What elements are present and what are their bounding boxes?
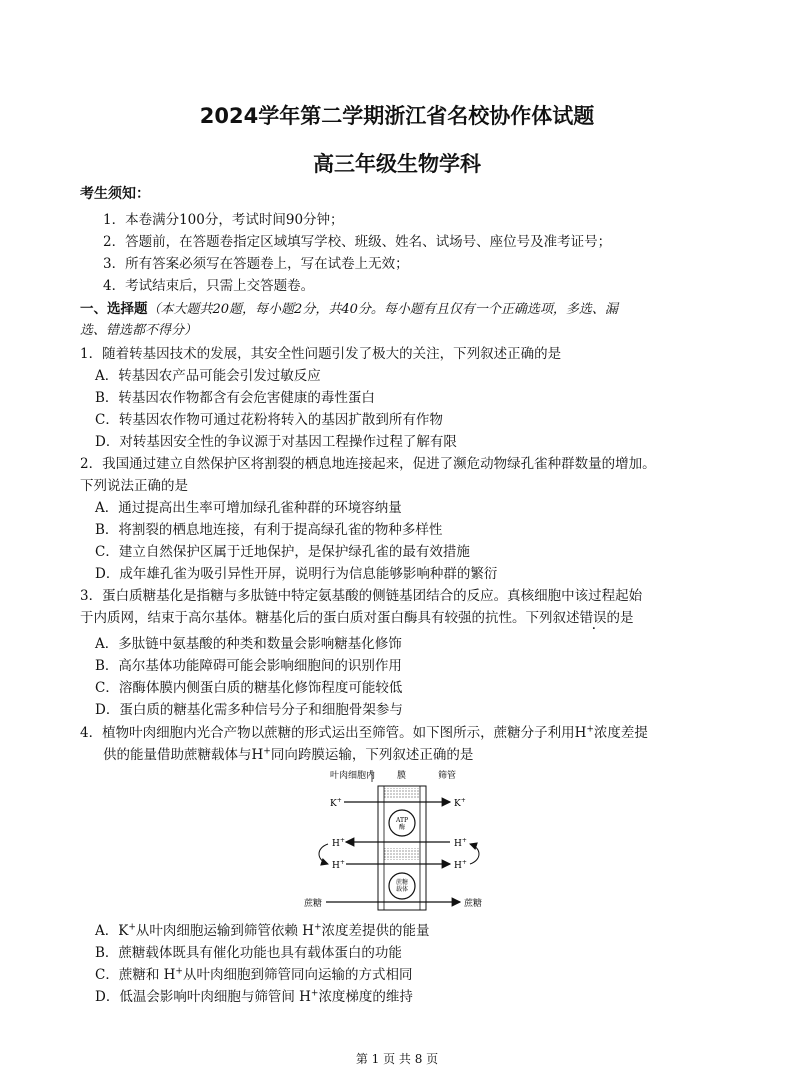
question-3-option-b: B．高尔基体功能障碍可能会影响细胞间的识别作用 [95,658,402,674]
notice-item: 1．本卷满分100分，考试时间90分钟； [103,212,344,228]
label-mesophyll: 叶肉细胞内 [330,771,376,781]
question-1-option-c: C．转基因农作物可通过花粉将转入的基因扩散到所有作物 [95,412,443,428]
notice-item: 3．所有答案必须写在答题卷上，写在试卷上无效； [103,256,409,272]
ion-h-right-top: H+ [454,837,467,849]
section-note: （本大题共20题，每小题2分，共40分。每小题有且仅有一个正确选项，多选、漏 [147,302,618,317]
question-4-option-d: D．低温会影响叶肉细胞与筛管间 H+浓度梯度的维持 [95,988,413,1005]
question-4-option-b: B．蔗糖载体既具有催化功能也具有载体蛋白的功能 [95,945,402,961]
section-title: 一、选择题 [80,301,148,317]
page-footer: 第 1 页 共 8 页 [355,1052,439,1066]
question-3-stem-text: 于内质网，结束于高尔基体。糖基化后的蛋白质对蛋白酶具有较强的抗性。下列叙述 [80,610,580,626]
question-3-option-d: D．蛋白质的糖基化需多种信号分子和细胞骨架参与 [95,702,403,718]
question-4-stem-cont [103,743,473,763]
carrier-label: 蔗糖 [395,879,409,886]
ion-h-left-top: H+ [332,837,345,849]
question-2-option-b: B．将割裂的栖息地连接，有利于提高绿孔雀的物种多样性 [95,522,443,538]
channel-stipple [384,848,420,860]
question-3-emphasis: 错误 [579,610,607,626]
section-heading [80,297,618,317]
notice-item: 4．考试结束后，只需上交答题卷。 [103,278,315,294]
ion-k-right: K+ [454,797,466,809]
label-sieve-tube: 筛管 [438,771,457,781]
question-1-option-a: A．转基因农产品可能会引发过敏反应 [95,368,321,384]
sucrose-left: 蔗糖 [304,899,323,909]
question-3-option-a: A．多肽链中氨基酸的种类和数量会影响糖基化修饰 [95,636,402,652]
atp-enzyme-label-2: 酶 [398,824,406,831]
notice-item: 2．答题前，在答题卷指定区域填写学校、班级、姓名、试场号、座位号及准考证号； [103,234,612,250]
question-4-option-a: A．K+从叶肉细胞运输到筛管依赖 H+浓度差提供的能量 [95,922,430,939]
notice-heading: 考生须知： [80,186,150,202]
question-1-stem: 1．随着转基因技术的发展，其安全性问题引发了极大的关注，下列叙述正确的是 [80,346,562,362]
carrier-label-2: 载体 [395,886,409,893]
question-1-option-d: D．对转基因安全性的争议源于对基因工程操作过程了解有限 [95,434,457,450]
ion-h-left-bottom: H+ [332,859,345,871]
superscript-plus: + [263,746,271,757]
question-4-stem-b: 浓度差提 [593,725,648,741]
label-membrane: 膜 [397,771,407,781]
question-2-stem-cont: 下列说法正确的是 [80,478,188,494]
superscript-plus: + [586,724,594,735]
left-cycle-arrow [319,844,328,864]
question-4-stem-a: 4．植物叶肉细胞内光合产物以蔗糖的形式运出至筛管。如下图所示，蔗糖分子利用H [80,725,587,741]
question-1-option-b: B．转基因农作物都含有会危害健康的毒性蛋白 [95,390,375,406]
sucrose-right: 蔗糖 [464,899,483,909]
question-3-option-c: C．溶酶体膜内侧蛋白质的糖基化修饰程度可能较低 [95,680,403,696]
question-3-stem: 3．蛋白质糖基化是指糖与多肽链中特定氨基酸的侧链基团结合的反应。真核细胞中该过程起始 [80,588,643,604]
atp-enzyme-label: ATP [395,817,409,824]
question-2-option-d: D．成年雄孔雀为吸引异性开屏，说明行为信息能够影响种群的繁衍 [95,566,498,582]
question-2-option-c: C．建立自然保护区属于迁地保护，是保护绿孔雀的最有效措施 [95,544,470,560]
exam-subtitle: 高三年级生物学科 [313,152,481,176]
section-note-cont: 选、错选都不得分） [80,323,198,338]
channel-stipple [384,788,420,798]
exam-title: 2024学年第二学期浙江省名校协作体试题 [199,104,595,128]
right-cycle-arrow [470,844,479,864]
membrane-transport-diagram [300,766,500,912]
question-2-option-a: A．通过提高出生率可增加绿孔雀种群的环境容纳量 [95,500,402,516]
ion-h-right-bottom: H+ [454,859,467,871]
question-4-option-c: C．蔗糖和 H+从叶肉细胞到筛管同向运输的方式相同 [95,966,413,983]
question-4-stem [80,721,648,741]
question-4-stem-d: 同向跨膜运输，下列叙述正确的是 [270,747,474,763]
ion-k-left: K+ [330,797,342,809]
question-3-stem-tail: 的是 [606,610,634,626]
question-4-stem-c: 供的能量借助蔗糖载体与H [103,747,264,763]
question-3-stem-cont [80,606,634,626]
question-2-stem: 2．我国通过建立自然保护区将割裂的栖息地连接起来，促进了濒危动物绿孔雀种群数量的增加。 [80,456,656,472]
